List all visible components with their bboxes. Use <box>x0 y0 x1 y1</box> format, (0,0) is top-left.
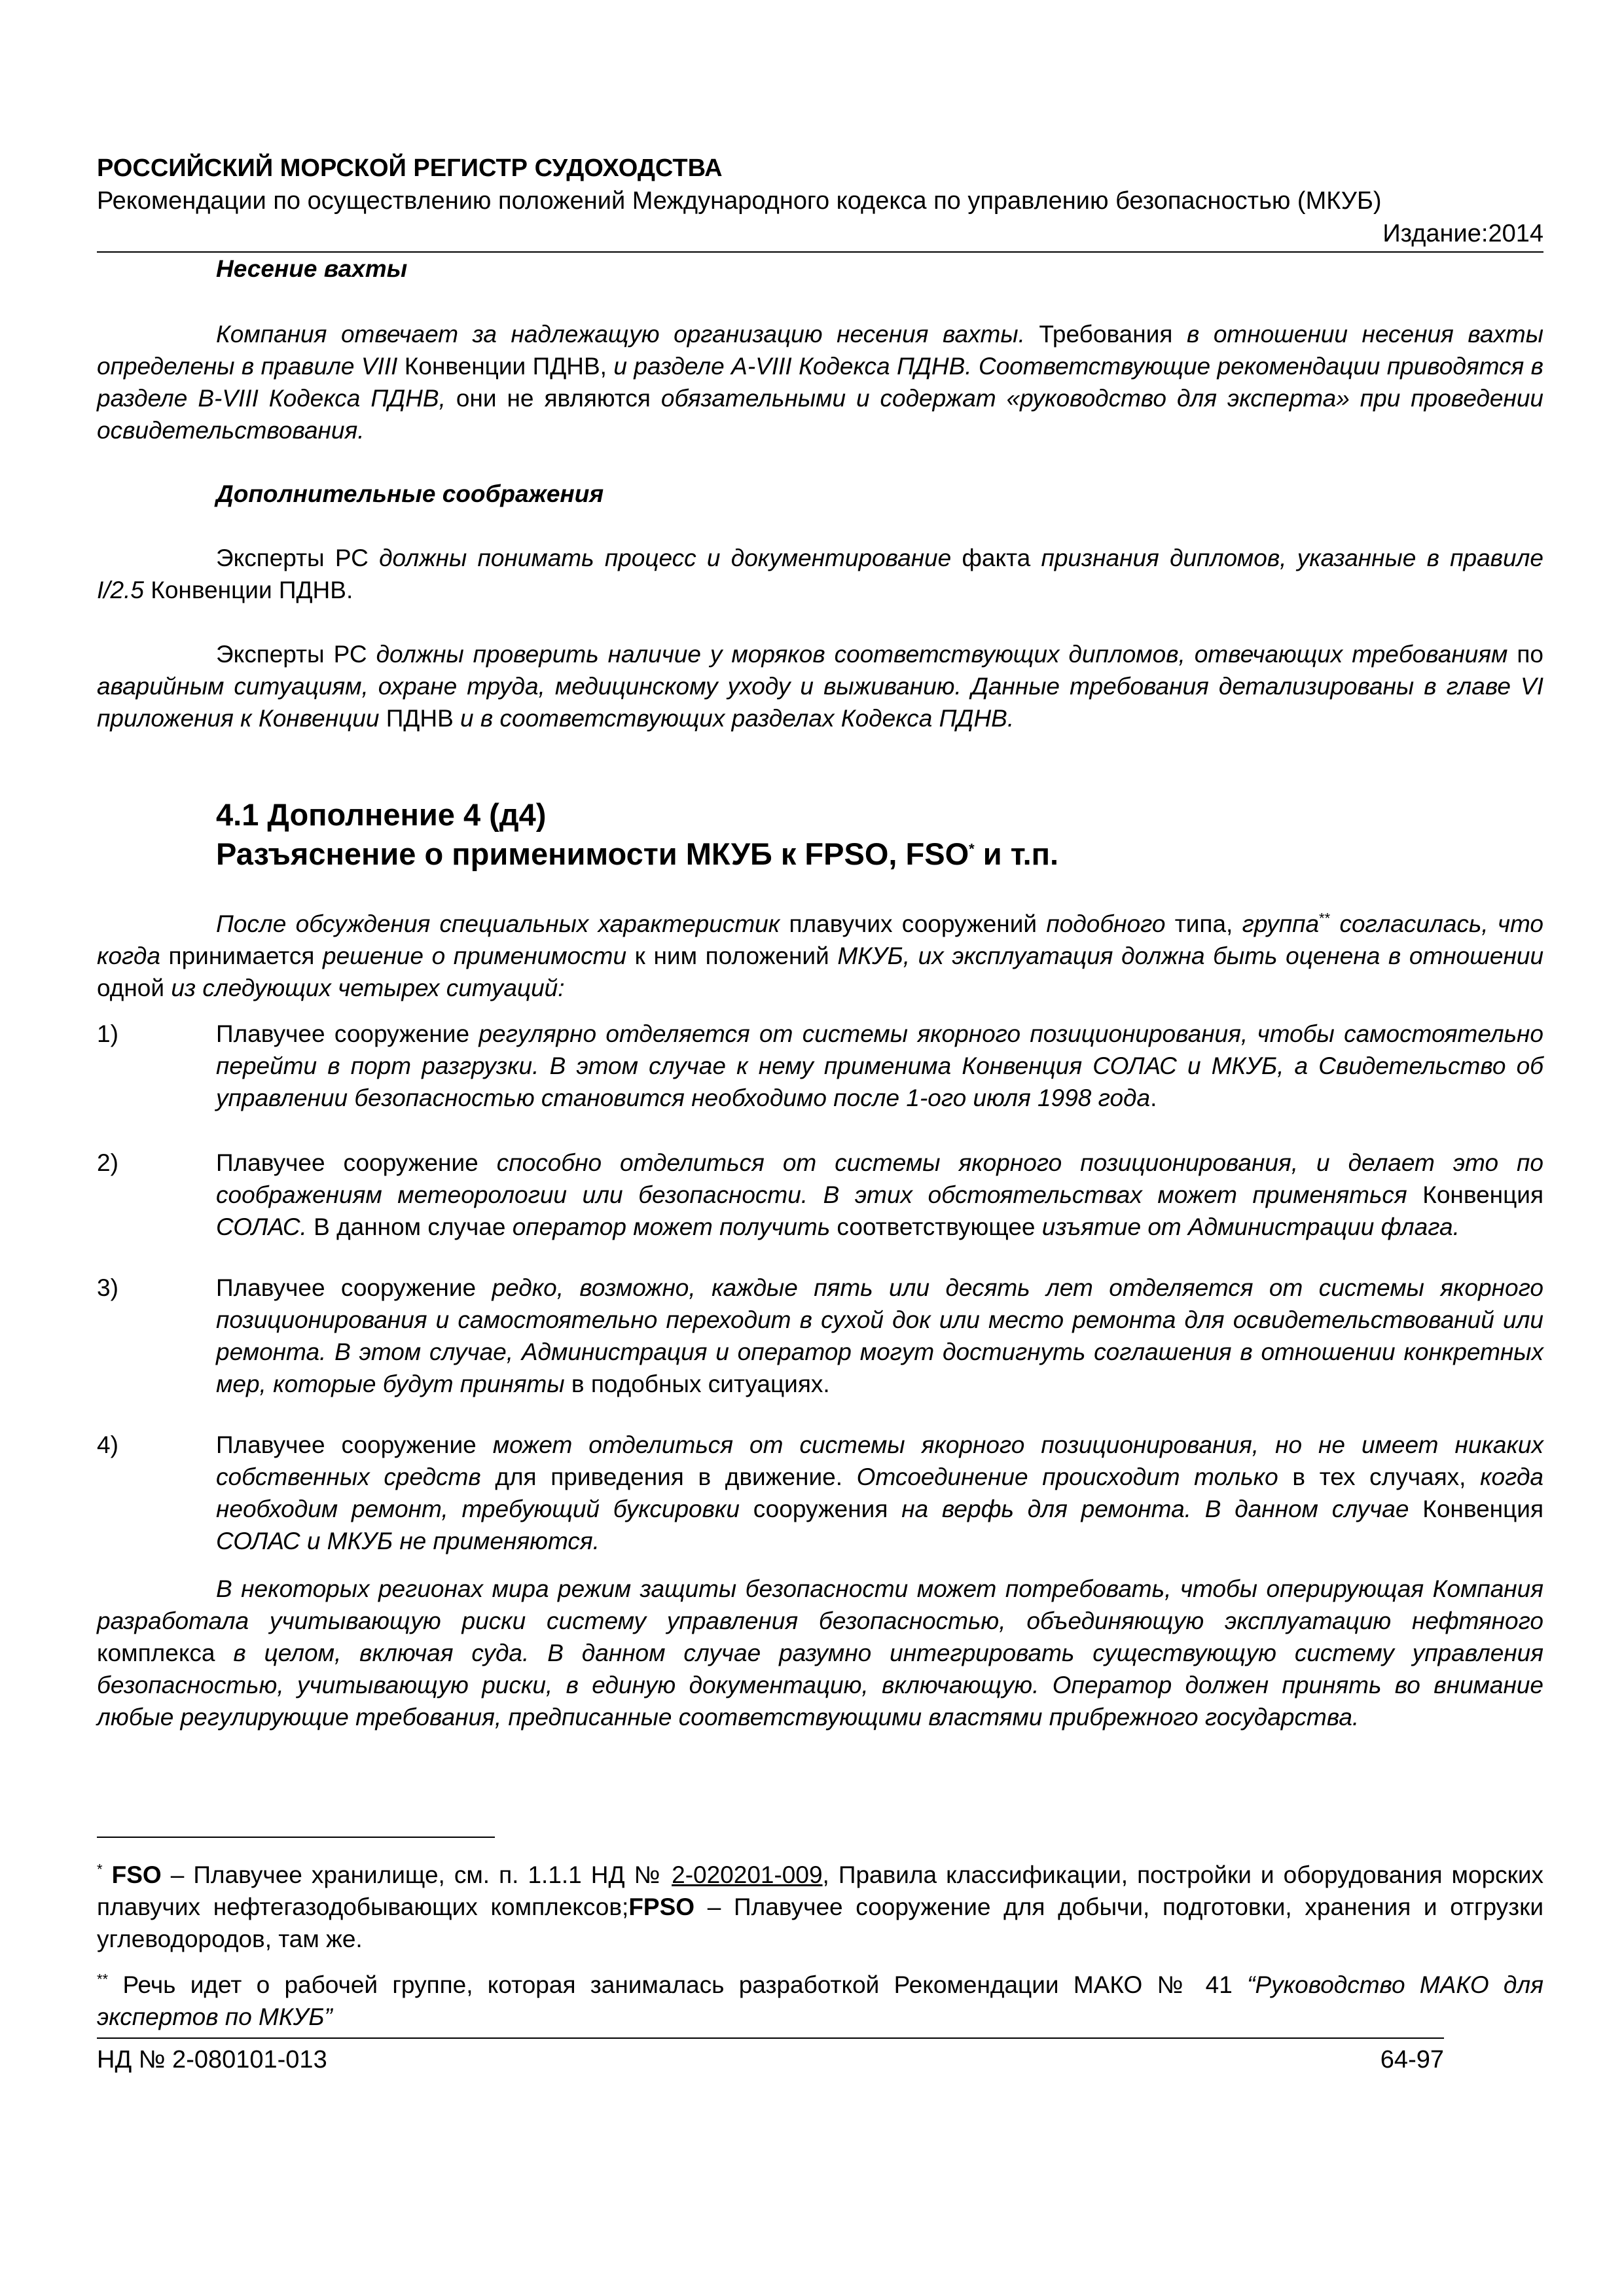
text-run: решение о применимости <box>323 942 627 969</box>
footnote-2 <box>97 1969 1543 2033</box>
text-run: признания дипломов, указанные в правиле I/2.5 <box>97 545 1543 603</box>
text-run: когда необходим ремонт, требующий буксировки <box>216 1463 1543 1522</box>
list-item <box>97 1429 1543 1557</box>
text-run: Плавучее сооружение <box>216 1274 492 1301</box>
text-run: – Плавучее хранилище, см. п. 1.1.1 НД № <box>161 1861 672 1888</box>
text-run: – Плавучее сооружение для добычи, подготовки, хранения и отгрузки углеводородов, там же. <box>97 1893 1543 1952</box>
list-text <box>216 1429 1543 1557</box>
text-run: регулярно отделяется от системы якорного позиционирования, чтобы самостоятельно перейти в порт разгрузки. В этом случае к нему применима Конвенция СОЛАС и МКУБ, а Свидетельство об управлении безопасностью становится необходимо после 1-ого июля 1998 года <box>216 1020 1543 1111</box>
text-run: изъятие от Администрации флага. <box>1041 1213 1460 1240</box>
footnote-mark[interactable]: * <box>969 840 975 857</box>
header-org: РОССИЙСКИЙ МОРСКОЙ РЕГИСТР СУДОХОДСТВА <box>97 154 723 182</box>
text-run: в отношении несения вахты определены в правиле VIII <box>97 321 1543 380</box>
header-edition: Издание:2014 <box>1382 220 1543 247</box>
text-run: и в соответствующих разделах Кодекса ПДНВ. <box>460 705 1015 732</box>
footnote-1 <box>97 1859 1543 1955</box>
text-run: Разъяснение о применимости МКУБ к FPSO, FSO <box>216 836 969 871</box>
footer-doc-number: НД № 2-080101-013 <box>97 2046 327 2073</box>
text-run: типа, <box>1165 910 1242 937</box>
text-run: Эксперты РС <box>216 641 376 668</box>
list-text <box>216 1147 1543 1243</box>
text-run: сооружения <box>739 1496 902 1522</box>
text-run: В данном случае <box>306 1213 513 1240</box>
text-run: способно отделиться от системы якорного позиционирования, и делает это по соображениям метеорологии или безопасности. В этих обстоятельствах может применяться <box>216 1149 1543 1208</box>
text-run: подобного <box>1046 910 1166 937</box>
text-run: Требования <box>1024 321 1187 348</box>
list-item <box>97 1018 1543 1114</box>
paragraph-additional-1 <box>97 542 1543 606</box>
section-title-additional: Дополнительные соображения <box>216 480 604 507</box>
text-run: согласилась, что когда <box>97 910 1544 969</box>
list-item <box>97 1147 1543 1243</box>
text-run: Конвенция <box>1407 1181 1543 1208</box>
text-run: комплекса <box>97 1640 234 1666</box>
text-run: Плавучее сооружение <box>216 1149 497 1176</box>
text-run: из следующих четырех ситуаций: <box>171 975 565 1001</box>
text-run: СОЛАС. <box>216 1213 307 1240</box>
list-number: 2) <box>97 1149 118 1176</box>
text-run: В некоторых регионах мира режим защиты безопасности может потребовать, чтобы оперирующая Компания разработала учитывающую риски систему управления безопасностью, объединяющую эксплуатацию нефтяного <box>97 1575 1543 1634</box>
text-run: в подобных ситуациях. <box>564 1371 830 1397</box>
text-run: FSO <box>111 1861 162 1888</box>
text-run: может отделиться от системы якорного позиционирования, но не имеет никаких собственных средств <box>216 1431 1543 1490</box>
text-run: аварийным ситуациям, охране труда, медицинскому уходу и выживанию. Данные требования детализированы в главе VI приложения к Конвенции <box>97 673 1543 732</box>
text-run: соответствующее <box>830 1213 1042 1240</box>
text-run: обязательными и содержат «руководство для эксперта» при проведении освидетельствования. <box>97 385 1543 444</box>
section-title-watchkeeping: Несение вахты <box>216 255 408 282</box>
text-run: “Руководство МАКО для экспертов по МКУБ” <box>97 1971 1543 2030</box>
footnote-separator <box>97 1837 495 1838</box>
text-run: в целом, включая суда. В данном случае разумно интегрировать существующую систему управления безопасностью, учитывающую риски, в единую документацию, включающую. Оператор должен принять во внимание любые регулирующие требования, предписанные соответствующими властями прибрежного государства. <box>97 1640 1543 1731</box>
text-run: должны понимать процесс и документирование <box>379 545 952 571</box>
text-run: оператор может получить <box>512 1213 831 1240</box>
text-run: в тех случаях, <box>1278 1463 1481 1490</box>
text-run: группа <box>1242 910 1320 937</box>
list-item <box>97 1272 1543 1400</box>
text-run: одной <box>97 975 171 1001</box>
text-run: . <box>1150 1085 1157 1111</box>
section-heading-4-1: 4.1 Дополнение 4 (д4) <box>216 797 547 832</box>
document-link[interactable]: 2-020201-009 <box>672 1861 823 1888</box>
text-run: СОЛАС и МКУБ не применяются. <box>216 1528 600 1554</box>
footnote-mark: * <box>97 1861 103 1878</box>
paragraph-closing <box>97 1573 1543 1733</box>
text-run: факта <box>951 545 1041 571</box>
text-run: Конвенции ПДНВ, <box>397 353 614 380</box>
text-run: для приведения в движение. <box>480 1463 857 1490</box>
footer-page-number: 64-97 <box>1380 2046 1444 2073</box>
list-text <box>216 1018 1543 1114</box>
paragraph-watchkeeping <box>97 318 1543 446</box>
text-run: по <box>1507 641 1543 668</box>
text-run: FPSO <box>628 1893 695 1920</box>
text-run: После обсуждения специальных характеристик <box>216 910 780 937</box>
section-heading-fpso <box>97 834 1624 874</box>
paragraph-intro <box>97 908 1543 1004</box>
text-run: , Правила классификации, постройки и оборудования морских плавучих нефтегазодобывающих комплексов; <box>97 1861 1544 1920</box>
text-run: Эксперты РС <box>216 545 380 571</box>
text-run: они не являются <box>445 385 661 412</box>
text-run: Отсоединение происходит только <box>856 1463 1278 1490</box>
text-run: МКУБ, их эксплуатация должна быть оценена в отношении <box>837 942 1544 969</box>
text-run: Конвенции ПДНВ. <box>144 577 353 603</box>
list-number: 3) <box>97 1274 118 1301</box>
text-run: Речь идет о рабочей группе, которая занималась разработкой Рекомендации МАКО № 41 <box>108 1971 1248 1998</box>
list-number: 4) <box>97 1431 118 1458</box>
paragraph-additional-2 <box>97 638 1543 734</box>
footer <box>97 2043 1444 2076</box>
text-run: к ним положений <box>626 942 838 969</box>
text-run: Плавучее сооружение <box>216 1020 479 1047</box>
text-run: принимается <box>160 942 323 969</box>
footer-rule <box>97 2037 1444 2039</box>
text-run: должны проверить наличие у моряков соответствующих дипломов, отвечающих требованиям <box>376 641 1508 668</box>
footnote-mark: ** <box>97 1971 109 1988</box>
text-run: и т.п. <box>974 836 1059 871</box>
text-run: плавучих сооружений <box>780 910 1047 937</box>
text-run: редко, возможно, каждые пять или десять лет отделяется от системы якорного позиционирования и самостоятельно переходит в сухой док или место ремонта для освидетельствований или ремонта. В этом случае, Администрация и оператор могут достигнуть соглашения в отношении конкретных мер, которые будут приняты <box>216 1274 1543 1397</box>
list-number: 1) <box>97 1020 118 1047</box>
footnote-mark[interactable]: ** <box>1319 910 1331 927</box>
header-doc-title: Рекомендации по осуществлению положений Международного кодекса по управлению безопасностью (МКУБ) <box>97 187 1382 215</box>
text-run: Конвенция <box>1409 1496 1543 1522</box>
text-run: Плавучее сооружение <box>216 1431 493 1458</box>
list-text <box>216 1272 1543 1400</box>
text-run: ПДНВ <box>379 705 461 732</box>
text-run: на верфь для ремонта. В данном случае <box>901 1496 1409 1522</box>
text-run: и разделе A-VIII Кодекса ПДНВ. Соответствующие рекомендации приводятся в разделе B-VIII Кодекса ПДНВ, <box>97 353 1543 412</box>
text-run: Компания отвечает за надлежащую организацию несения вахты. <box>216 321 1025 348</box>
